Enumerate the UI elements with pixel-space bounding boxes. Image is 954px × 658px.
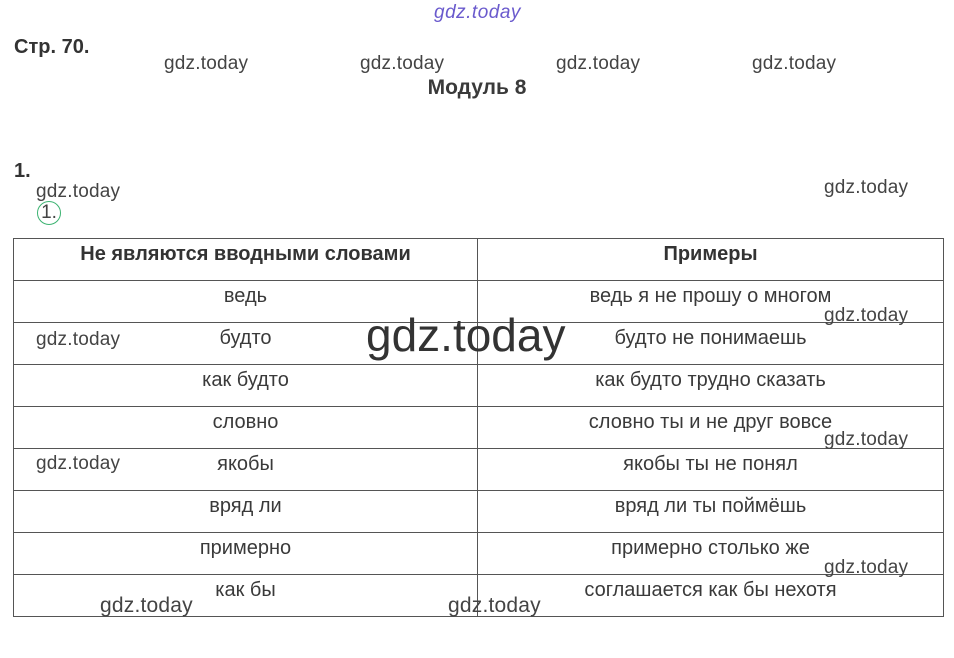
- word-cell: примерно: [14, 533, 478, 575]
- watermark: gdz.today: [360, 53, 445, 74]
- watermark: gdz.today: [824, 305, 909, 326]
- watermark: gdz.today: [36, 453, 121, 474]
- watermark-large: gdz.today: [366, 309, 566, 361]
- table-row: [14, 365, 944, 407]
- watermark: gdz.today: [824, 177, 909, 198]
- watermark-top: gdz.today: [434, 2, 521, 23]
- table-row: [14, 407, 944, 449]
- column-header-words: Не являются вводными словами: [14, 239, 478, 281]
- example-cell: ведь я не прошу о многом: [478, 281, 944, 323]
- column-header-examples: Примеры: [478, 239, 944, 281]
- page-reference: Стр. 70.: [14, 36, 90, 58]
- circled-number: 1.: [37, 201, 61, 225]
- table-header-row: [14, 239, 944, 281]
- word-cell: ведь: [14, 281, 478, 323]
- watermark: gdz.today: [100, 594, 193, 617]
- example-cell: вряд ли ты поймёшь: [478, 491, 944, 533]
- module-title: Модуль 8: [427, 76, 527, 99]
- example-cell: будто не понимаешь: [478, 323, 944, 365]
- example-cell: примерно столько же: [478, 533, 944, 575]
- table-row: [14, 449, 944, 491]
- example-cell: якобы ты не понял: [478, 449, 944, 491]
- watermark: gdz.today: [824, 429, 909, 450]
- word-cell: будто: [14, 323, 478, 365]
- example-cell: как будто трудно сказать: [478, 365, 944, 407]
- watermark: gdz.today: [36, 329, 121, 350]
- word-cell: вряд ли: [14, 491, 478, 533]
- watermark: gdz.today: [752, 53, 837, 74]
- watermark: gdz.today: [36, 181, 121, 202]
- word-cell: как бы: [14, 575, 478, 617]
- watermark: gdz.today: [164, 53, 249, 74]
- word-cell: якобы: [14, 449, 478, 491]
- word-cell: как будто: [14, 365, 478, 407]
- example-cell: словно ты и не друг вовсе: [478, 407, 944, 449]
- watermark: gdz.today: [824, 557, 909, 578]
- task-number: 1.: [14, 160, 31, 182]
- word-cell: словно: [14, 407, 478, 449]
- table-row: [14, 533, 944, 575]
- example-cell: соглашается как бы нехотя: [478, 575, 944, 617]
- watermark: gdz.today: [556, 53, 641, 74]
- watermark: gdz.today: [448, 594, 541, 617]
- table-row: [14, 491, 944, 533]
- words-table: [13, 238, 944, 617]
